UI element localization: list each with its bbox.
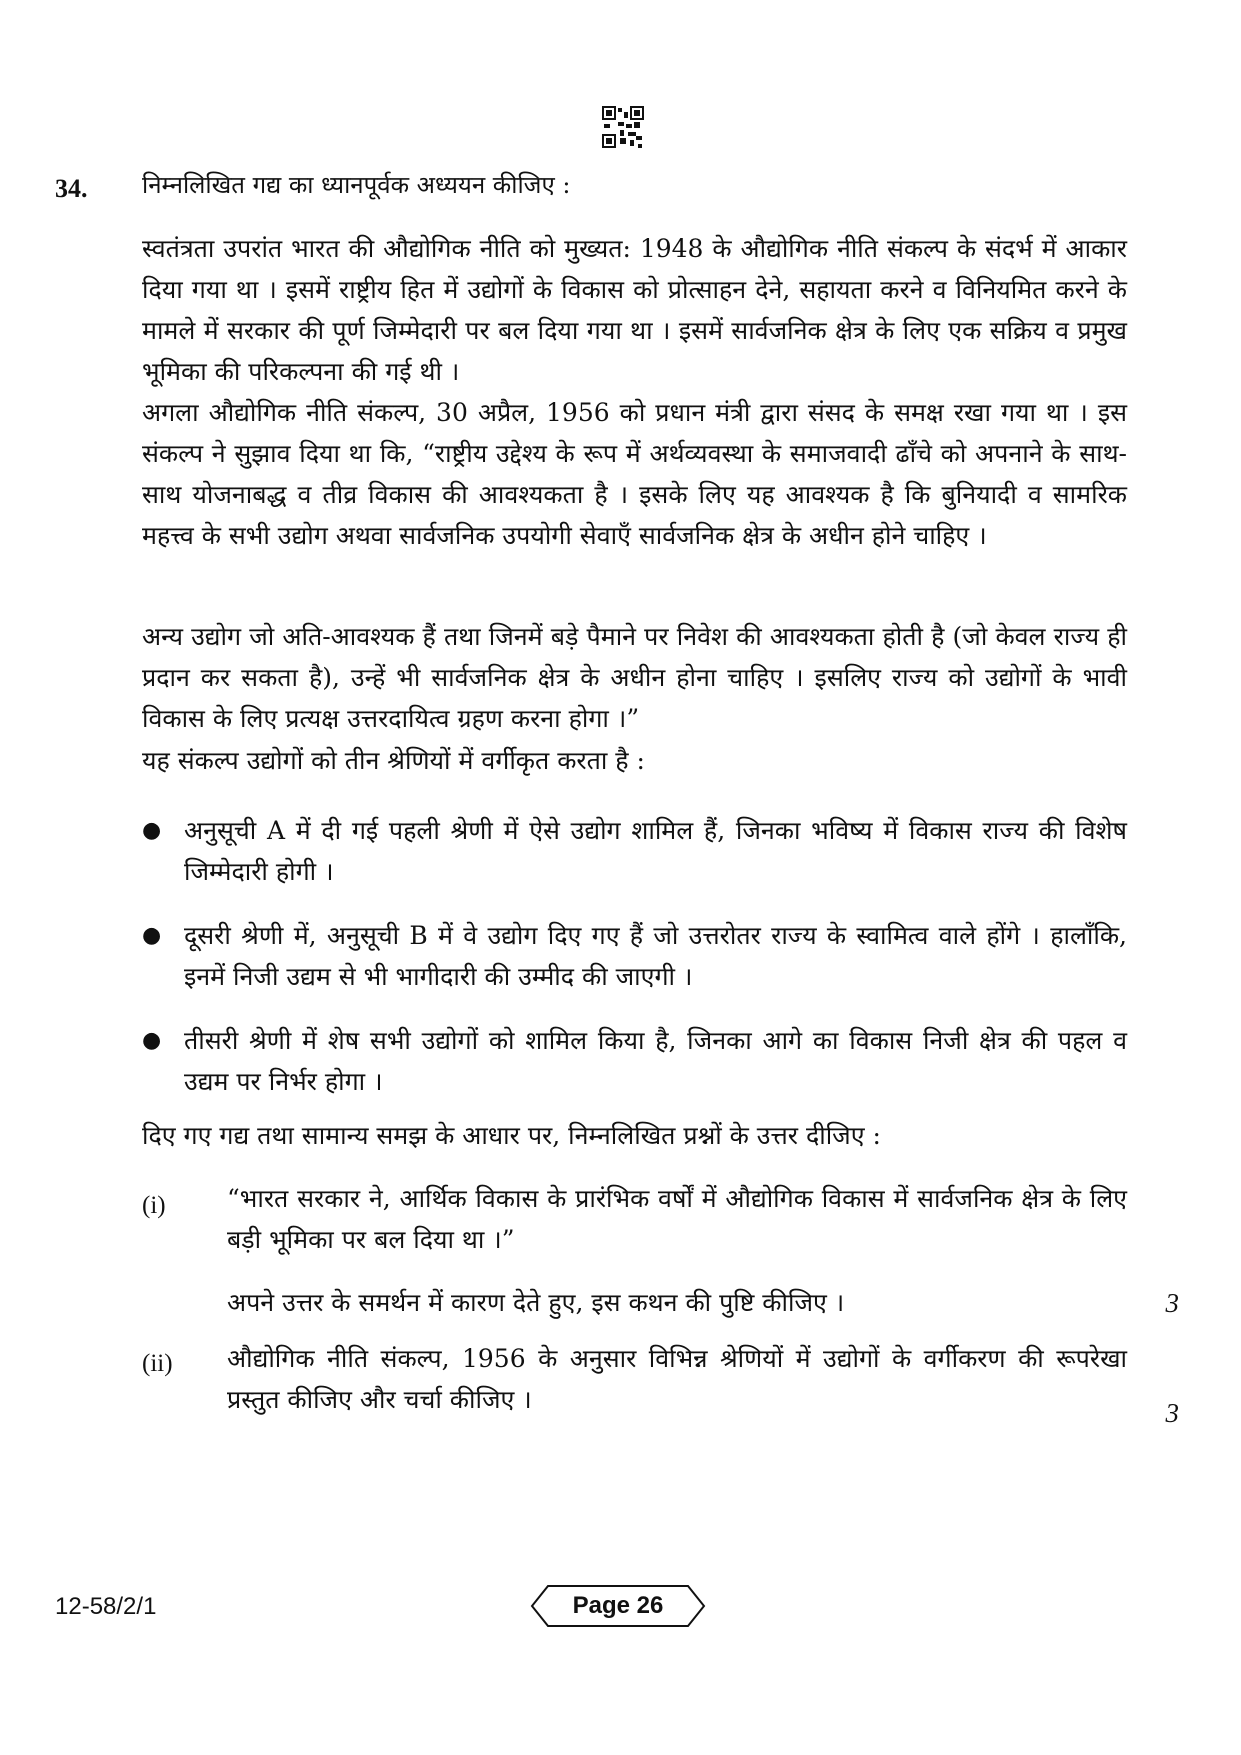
paper-code: 12-58/2/1 (55, 1593, 157, 1620)
subquestion-label-ii: (ii) (142, 1350, 173, 1377)
bullet-icon: ● (142, 818, 162, 843)
list-item (142, 810, 1127, 892)
list-item (142, 1020, 1127, 1102)
marks-i: 3 (1165, 1288, 1179, 1318)
qr-code-icon (602, 106, 644, 148)
bullet-text: तीसरी श्रेणी में शेष सभी उद्योगों को शामिल किया है, जिनका आगे का विकास निजी क्षेत्र की पहल व उद्यम पर निर्भर होगा । (184, 1026, 1127, 1096)
page-number-badge (528, 1582, 708, 1630)
question-number: 34. (55, 174, 88, 203)
marks-ii: 3 (1165, 1398, 1179, 1428)
passage-paragraph-2: अगला औद्योगिक नीति संकल्प, 30 अप्रैल, 1956 को प्रधान मंत्री द्वारा संसद के समक्ष रखा गया था । इस संकल्प ने सुझाव दिया था कि, “राष्ट्रीय उद्देश्य के रूप में अर्थव्यवस्था के समाजवादी ढाँचे को अपनाने के साथ-साथ योजनाबद्ध व तीव्र विकास की आवश्यकता है । इसके लिए यह आवश्यक है कि बुनियादी व सामरिक महत्त्व के सभी उद्योग अथवा सार्वजनिक उपयोगी सेवाएँ सार्वजनिक क्षेत्र के अधीन होने चाहिए । (142, 398, 1127, 550)
passage-paragraph-4: यह संकल्प उद्योगों को तीन श्रेणियों में वर्गीकृत करता है : (142, 746, 645, 775)
bullet-text: अनुसूची A में दी गई पहली श्रेणी में ऐसे उद्योग शामिल हैं, जिनका भविष्य में विकास राज्य की विशेष जिम्मेदारी होगी । (184, 816, 1127, 886)
subquestion-prompt-i: अपने उत्तर के समर्थन में कारण देते हुए, इस कथन की पुष्टि कीजिए । (227, 1288, 845, 1317)
subquestion-label-i: (i) (142, 1192, 166, 1219)
bullet-text: दूसरी श्रेणी में, अनुसूची B में वे उद्योग दिए गए हैं जो उत्तरोतर राज्य के स्वामित्व वाले होंगे । हालाँकि, इनमें निजी उद्यम से भी भागीदारी की उम्मीद की जाएगी । (184, 921, 1127, 991)
passage-paragraph-3: अन्य उद्योग जो अति-आवश्यक हैं तथा जिनमें बड़े पैमाने पर निवेश की आवश्यकता होती है (जो केवल राज्य ही प्रदान कर सकता है), उन्हें भी सार्वजनिक क्षेत्र के अधीन होना चाहिए । इसलिए राज्य को उद्योगों के भावी विकास के लिए प्रत्यक्ष उत्तरदायित्व ग्रहण करना होगा ।” (142, 622, 1127, 733)
list-item (142, 915, 1127, 997)
bullet-icon: ● (142, 923, 162, 948)
bullet-icon: ● (142, 1028, 162, 1053)
instruction-text: दिए गए गद्य तथा सामान्य समझ के आधार पर, निम्नलिखित प्रश्नों के उत्तर दीजिए : (142, 1121, 881, 1150)
question-intro: निम्नलिखित गद्य का ध्यानपूर्वक अध्ययन कीजिए : (142, 171, 571, 199)
passage-paragraph-1: स्वतंत्रता उपरांत भारत की औद्योगिक नीति को मुख्यत: 1948 के औद्योगिक नीति संकल्प के संदर्भ में आकार दिया गया था । इसमें राष्ट्रीय हित में उद्योगों के विकास को प्रोत्साहन देने, सहायता करने व विनियमित करने के मामले में सरकार की पूर्ण जिम्मेदारी पर बल दिया गया था । इसमें सार्वजनिक क्षेत्र के लिए एक सक्रिय व प्रमुख भूमिका की परिकल्पना की गई थी । (142, 234, 1127, 386)
subquestion-text-i: “भारत सरकार ने, आर्थिक विकास के प्रारंभिक वर्षों में औद्योगिक विकास में सार्वजनिक क्षेत्र के लिए बड़ी भूमिका पर बल दिया था ।” (227, 1184, 1127, 1254)
subquestion-text-ii: औद्योगिक नीति संकल्प, 1956 के अनुसार विभिन्न श्रेणियों में उद्योगों के वर्गीकरण की रूपरेखा प्रस्तुत कीजिए और चर्चा कीजिए । (227, 1344, 1127, 1414)
page-number: Page 26 (572, 1592, 664, 1619)
